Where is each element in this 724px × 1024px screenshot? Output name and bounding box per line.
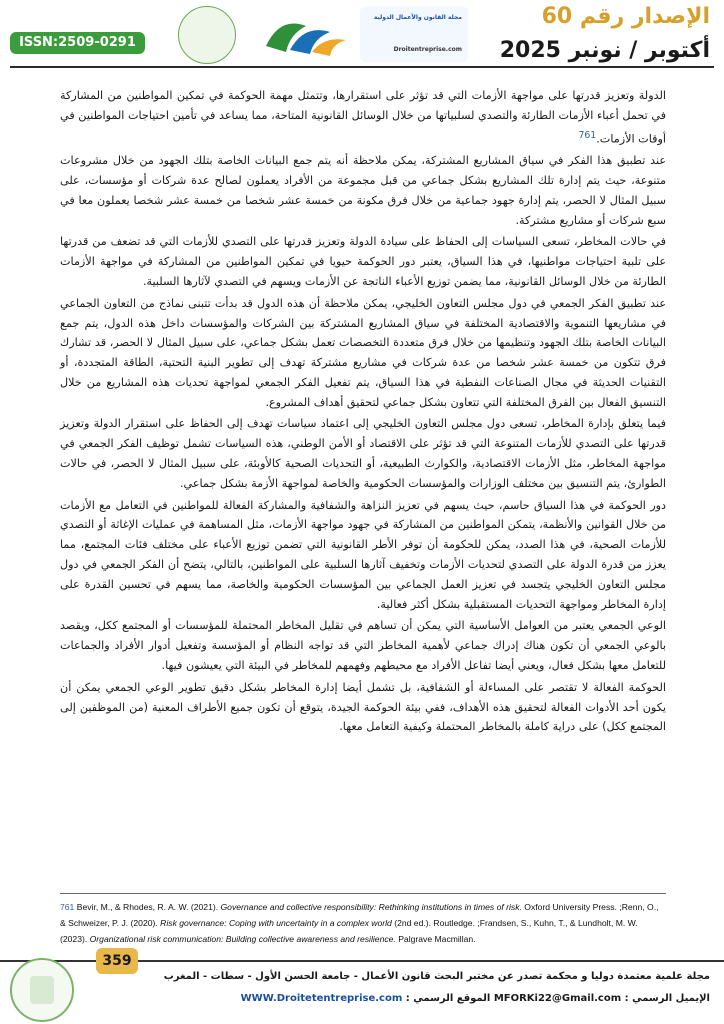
footnote-reference[interactable]: 761 — [578, 129, 597, 141]
paragraph: عند تطبيق الفكر الجمعي في دول مجلس التعاون الخليجي، يمكن ملاحظة أن هذه الدول قد بدأت تتبنى نماذج من التعاون الجماعي في مشاريعها التنموية والاقتصادية المختلفة في سياق المشاريع المشتركة بين الشركات والمؤسسات داخل هذه الدول، يتم جمع البيانات الخاصة بتلك الجهود وتنظيمها من خلال فرق متعددة التخصصات تعمل بشكل جماعي، على سبيل المثال لا الحصر، قد تشارك فرق تتكون من خمسة عشر شخصا من عدة شركات في مشاريع مشتركة تهدف إلى تطوير البنية التحتية، الطاقة المتجددة، أو التقنيات الحديثة في مجال الصناعات النفطية في هذا السياق، يتم تفعيل الفكر الجمعي لمواجهة تحديات هذه المشاريع من خلال التنسيق الفعال بين الفرق المختلفة التي تتعاون بشكل جماعي لتحقيق أهداف المشروع. — [60, 296, 666, 409]
paragraph: الوعي الجمعي يعتبر من العوامل الأساسية التي يمكن أن تساهم في تقليل المخاطر المحتملة للمؤسسات أو المجتمع ككل، ويقصد بالوعي الجمعي أن تكون هناك إدراك جماعي لأهمية المخاطر التي قد تواجه النظام أو المؤسسة وتفعيل أدوار الأفراد والجماعات للتعامل معها بشكل فعال، ويعني أيضا تفاعل الأفراد مع محيطهم وفهمهم للمخاطر في البيئة التي يعيشون فيها. — [60, 619, 666, 673]
page-number: 359 — [96, 948, 138, 974]
journal-title-logo: مجلة القانون والأعمال الدولية Droitentreprise.com — [360, 6, 468, 62]
paragraph: فيما يتعلق بإدارة المخاطر، تسعى دول مجلس التعاون الخليجي إلى اعتماد سياسات تهدف إلى الحفاظ على استقرار الدولة وتعزيز قدرتها على التصدي للأزمات المتنوعة التي قد تؤثر على الاقتصاد أو الأمن الوطني، هذه السياسات تشمل توظيف الفكر الجمعي في مواجهة المخاطر، مثل الأزمات الاقتصادية، والكوارث الطبيعية، أو التحديات الصحية كالأوبئة، على سبيل المثال لا الحصر، في حالات الطوارئ، يتم التنسيق بين مختلف الوزارات والمؤسسات الحكومية والخاصة لمواجهة الأزمة بشكل جماعي. — [60, 417, 666, 490]
journal-description: مجلة علمية معتمدة دوليا و محكمة تصدر عن مختبر البحث قانون الأعمال - جامعة الحسن الأول - سطات - المغرب — [163, 971, 710, 982]
contact-line: الإيميل الرسمي : MFORKi22@Gmail.com الموقع الرسمي : WWW.Droitetentreprise.com — [240, 993, 710, 1004]
header-divider — [10, 66, 714, 68]
issue-number: الإصدار رقم 60 — [541, 4, 710, 29]
footer — [150, 966, 710, 1010]
issue-date: أكتوبر / نونبر 2025 — [499, 38, 710, 63]
footnote: 761 Bevir, M., & Rhodes, R. A. W. (2021). Governance and collective responsibility: Rethinking institutions in times of risk. Oxford University Press. ;Renn, O., & Schweizer, P. J. (2020). Risk governance: Coping with uncertainty in a complex world (2nd ed.). Routledge. ;Frandsen, S., Kuhn, T., & Lundholt, M. W. (2023). Organizational risk communication: Building collective awareness and resilience. Palgrave Macmillan. — [60, 902, 659, 944]
footnote-divider — [60, 893, 666, 894]
footer-seal-icon — [10, 958, 74, 1022]
issn-badge: ISSN:2509-0291 — [10, 32, 145, 54]
paragraph: عند تطبيق هذا الفكر في سياق المشاريع المشتركة، يمكن ملاحظة أنه يتم جمع البيانات الخاصة بتلك الجهود من خلال مشروعات متنوعة، حيث يتم إدارة تلك المشاريع بشكل جماعي من قبل مجموعة من الأفراد يعملون لصالح عدة شركات أو مؤسسات، على سبيل المثال لا الحصر، يتم إدارة جهود جماعية من خلال فرق مكونة من خمسة عشر شخصا من خمسة عشر شخصا يعملون معا في سبع شركات أو مشاريع مشتركة. — [60, 154, 666, 227]
paragraph: في حالات المخاطر، تسعى السياسات إلى الحفاظ على سيادة الدولة وتعزيز قدرتها على التصدي للأزمات التي قد تضعف من قدرتها على تلبية احتياجات مواطنيها، في هذا السياق، يعتبر دور الحوكمة حيويا في تمكين المواطنين من المشاركة في مواجهة الأزمات الطارئة من خلال الوسائل القانونية، مما يضمن توزيع الأعباء الناتجة عن الأزمات ويسهم في التصدي لآثارها السلبية. — [60, 235, 666, 288]
article-body — [60, 86, 666, 739]
paragraph: دور الحوكمة في هذا السياق حاسم، حيث يسهم في تعزيز النزاهة والشفافية والمشاركة الفعالة للمواطنين في التعامل مع الأزمات من خلال القوانين والأنظمة، يتمكن المواطنين من المشاركة في جهود مواجهة الأزمات، مثل المساهمة في عمليات الإغاثة أو التصدي للأزمات الصحية، في هذا الصدد، يمكن للحكومة أن توفر الأطر القانونية التي تضمن توزيع الأعباء على مختلف فئات المجتمع، مما يعزز من قدرة الدولة على التصدي لتحديات الأزمات وتخفيف آثارها السلبية على المواطنين، بالتالي، يتضح أن الفكر الجمعي في دول مجلس التعاون الخليجي يتجسد في تعزيز العمل الجماعي بين المؤسسات الحكومية والخاصة، مما يسهم في تحسين القدرة على إدارة المخاطر ومواجهة التحديات المستقبلية بشكل أكثر فعالية. — [60, 498, 666, 611]
journal-logo-icon — [260, 6, 352, 62]
journal-logos — [178, 6, 468, 62]
website-link[interactable]: WWW.Droitetentreprise.com — [240, 993, 403, 1004]
paragraph: الحوكمة الفعالة لا تقتصر على المساءلة أو الشفافية، بل تشمل أيضا إدارة المخاطر بشكل دقيق تطوير الوعي الجمعي يمكن أن يكون أحد الأدوات الفعالة لتحقيق هذه الأهداف، ففي بيئة الحوكمة الجيدة، يتوقع أن تكون جميع الأطراف المعنية (من الموظفين إلى المجتمع ككل) على دراية كاملة بالمخاطر المحتملة وكيفية التعامل معها. — [60, 680, 666, 734]
university-seal-icon — [178, 6, 236, 64]
paragraph: الدولة وتعزيز قدرتها على مواجهة الأزمات التي قد تؤثر على استقرارها، وتتمثل مهمة الحوكمة في تمكين المواطنين من المشاركة في تحمل أعباء الأزمات الطارئة والتصدي لسلبياتها من خلال الوسائل القانونية المتاحة، مما يساعد في تأمين احتياجات المواطنين في أوقات الأزمات.$^{761}$ — [60, 89, 666, 146]
email-link[interactable]: MFORKi22@Gmail.com — [493, 993, 622, 1004]
footnote-number: 761 — [60, 902, 75, 912]
issue-header — [500, 2, 710, 66]
